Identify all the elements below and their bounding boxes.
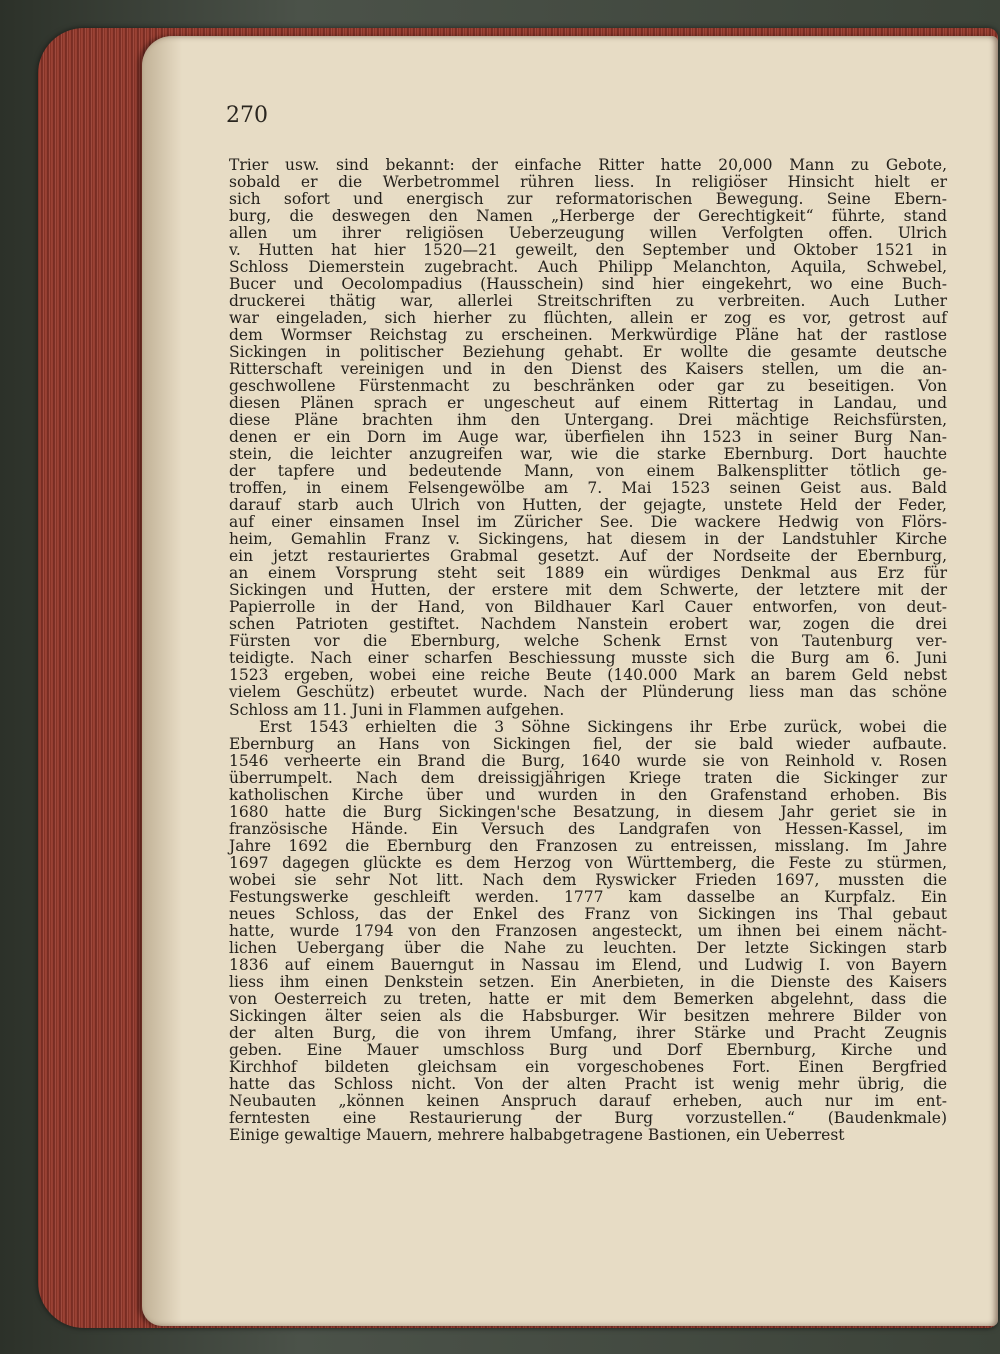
- text-line: diesen Plänen sprach er ungescheut auf einem Rittertag in Landau, und: [229, 394, 947, 413]
- paragraph: [229, 157, 947, 719]
- book-page: [142, 36, 998, 1326]
- text-line: war eingeladen, sich hierher zu flüchten, allein er zog es vor, getrost auf: [229, 309, 947, 328]
- text-line: Neubauten „können keinen Anspruch darauf erheben, auch nur im ent-: [229, 1091, 947, 1110]
- text-line: Schloss am 11. Juni in Flammen aufgehen.: [229, 700, 565, 719]
- text-line: Ritterschaft vereinigen und in den Dienst des Kaisers stellen, um die an-: [229, 360, 947, 379]
- text-line: Schloss Diemerstein zugebracht. Auch Philipp Melanchton, Aquila, Schwebel,: [229, 258, 947, 277]
- text-line: Sickingen älter seien als die Habsburger. Wir besitzen mehrere Bilder von: [229, 1006, 947, 1025]
- text-line: lichen Uebergang über die Nahe zu leuchten. Der letzte Sickingen starb: [229, 938, 947, 957]
- text-line: liess ihm einen Denkstein setzen. Ein Anerbieten, in die Dienste des Kaisers: [229, 972, 947, 991]
- text-line: diese Pläne brachten ihm den Untergang. Drei mächtige Reichsfürsten,: [229, 411, 947, 430]
- text-line: Sickingen in politischer Beziehung gehabt. Er wollte die gesamte deutsche: [229, 343, 947, 362]
- text-line: französische Hände. Ein Versuch des Landgrafen von Hessen-Kassel, im: [229, 819, 947, 838]
- text-line: 1697 dagegen glückte es dem Herzog von Württemberg, die Feste zu stürmen,: [229, 853, 947, 872]
- text-line: katholischen Kirche über und wurden in den Grafenstand erhoben. Bis: [229, 785, 947, 804]
- text-line: hatte, wurde 1794 von den Franzosen angesteckt, um ihnen bei einem nächt-: [229, 921, 947, 940]
- text-line: Kirchhof bildeten gleichsam ein vorgeschobenes Fort. Einen Bergfried: [229, 1057, 947, 1076]
- text-line: Jahre 1692 die Ebernburg den Franzosen zu entreissen, misslang. Im Jahre: [229, 836, 947, 855]
- text-line: an einem Vorsprung steht seit 1889 ein würdiges Denkmal aus Erz für: [229, 564, 947, 583]
- text-line: Fürsten vor die Ebernburg, welche Schenk Ernst von Tautenburg ver-: [229, 632, 947, 651]
- text-line: allen um ihrer religiösen Ueberzeugung willen Verfolgten offen. Ulrich: [229, 224, 947, 243]
- text-line: troffen, in einem Felsengewölbe am 7. Mai 1523 seinen Geist aus. Bald: [229, 479, 947, 498]
- text-line: vielem Geschütz) erbeutet wurde. Nach der Plünderung liess man das schöne: [229, 683, 947, 702]
- text-line: druckerei thätig war, allerlei Streitschriften zu verbreiten. Auch Luther: [229, 292, 947, 311]
- text-line: 1546 verheerte ein Brand die Burg, 1640 wurde sie von Reinhold v. Rosen: [229, 751, 947, 770]
- text-line: Trier usw. sind bekannt: der einfache Ritter hatte 20,000 Mann zu Gebote,: [229, 156, 947, 174]
- text-line: stein, die leichter anzugreifen war, wie die starke Ebernburg. Dort hauchte: [229, 445, 947, 464]
- text-line: burg, die deswegen den Namen „Herberge der Gerechtigkeit“ führte, stand: [229, 207, 947, 226]
- text-line: Papierrolle in der Hand, von Bildhauer Karl Cauer entworfen, von deut-: [229, 598, 947, 617]
- text-line: teidigte. Nach einer scharfen Beschiessung musste sich die Burg am 6. Juni: [229, 649, 947, 668]
- text-line: 1523 ergeben, wobei eine reiche Beute (140.000 Mark an barem Geld nebst: [229, 666, 947, 685]
- text-line: geben. Eine Mauer umschloss Burg und Dorf Ebernburg, Kirche und: [229, 1040, 947, 1059]
- text-line: der tapfere und bedeutende Mann, von einem Balkensplitter tötlich ge-: [229, 462, 947, 481]
- text-line: sobald er die Werbetrommel rühren liess. In religiöser Hinsicht hielt er: [229, 173, 947, 192]
- text-line: hatte das Schloss nicht. Von der alten Pracht ist wenig mehr übrig, die: [229, 1074, 947, 1093]
- text-line: Ebernburg an Hans von Sickingen fiel, der sie bald wieder aufbaute.: [229, 734, 947, 753]
- paragraph: [229, 719, 947, 1144]
- text-line: darauf starb auch Ulrich von Hutten, der gejagte, unstete Held der Feder,: [229, 496, 947, 515]
- text-line: auf einer einsamen Insel im Züricher See. Die wackere Hedwig von Flörs-: [229, 513, 947, 532]
- text-line: überrumpelt. Nach dem dreissigjährigen Kriege traten die Sickinger zur: [229, 768, 947, 787]
- text-line: wobei sie sehr Not litt. Nach dem Ryswicker Frieden 1697, mussten die: [229, 870, 947, 889]
- text-line: Einige gewaltige Mauern, mehrere halbabgetragene Bastionen, ein Ueberrest: [229, 1125, 845, 1144]
- text-line: v. Hutten hat hier 1520—21 geweilt, den September und Oktober 1521 in: [229, 241, 947, 260]
- text-line: 1680 hatte die Burg Sickingen'sche Besatzung, in diesem Jahr geriet sie in: [229, 802, 947, 821]
- text-line: ferntesten eine Restaurierung der Burg vorzustellen.“ (Baudenkmale): [229, 1108, 947, 1127]
- text-line: Sickingen und Hutten, der erstere mit dem Schwerte, der letztere mit der: [229, 581, 947, 600]
- text-line: 1836 auf einem Bauerngut in Nassau im Elend, und Ludwig I. von Bayern: [229, 955, 947, 974]
- text-line: denen er ein Dorn im Auge war, überfielen ihn 1523 in seiner Burg Nan-: [229, 428, 947, 447]
- text-line: Bucer und Oecolompadius (Hausschein) sind hier eingekehrt, wo eine Buch-: [229, 275, 947, 294]
- text-line: Erst 1543 erhielten die 3 Söhne Sickingens ihr Erbe zurück, wobei die: [259, 717, 947, 736]
- text-line: geschwollene Fürstenmacht zu beschränken oder gar zu beseitigen. Von: [229, 377, 947, 396]
- text-line: ein jetzt restauriertes Grabmal gesetzt. Auf der Nordseite der Ebernburg,: [229, 547, 947, 566]
- text-line: heim, Gemahlin Franz v. Sickingens, hat diesem in der Landstuhler Kirche: [229, 530, 947, 549]
- text-line: von Oesterreich zu treten, hatte er mit dem Bemerken abgelehnt, dass die: [229, 989, 947, 1008]
- text-line: dem Wormser Reichstag zu erscheinen. Merkwürdige Pläne hat der rastlose: [229, 326, 947, 345]
- text-line: neues Schloss, das der Enkel des Franz von Sickingen ins Thal gebaut: [229, 904, 947, 923]
- text-line: schen Patrioten gestiftet. Nachdem Nanstein erobert war, zogen die drei: [229, 615, 947, 634]
- text-line: Festungswerke geschleift werden. 1777 kam dasselbe an Kurpfalz. Ein: [229, 887, 947, 906]
- text-line: der alten Burg, die von ihrem Umfang, ihrer Stärke und Pracht Zeugnis: [229, 1023, 947, 1042]
- text-line: sich sofort und energisch zur reformatorischen Bewegung. Seine Ebern-: [229, 190, 947, 209]
- page-number: 270: [226, 103, 268, 128]
- body-text: [229, 157, 947, 1144]
